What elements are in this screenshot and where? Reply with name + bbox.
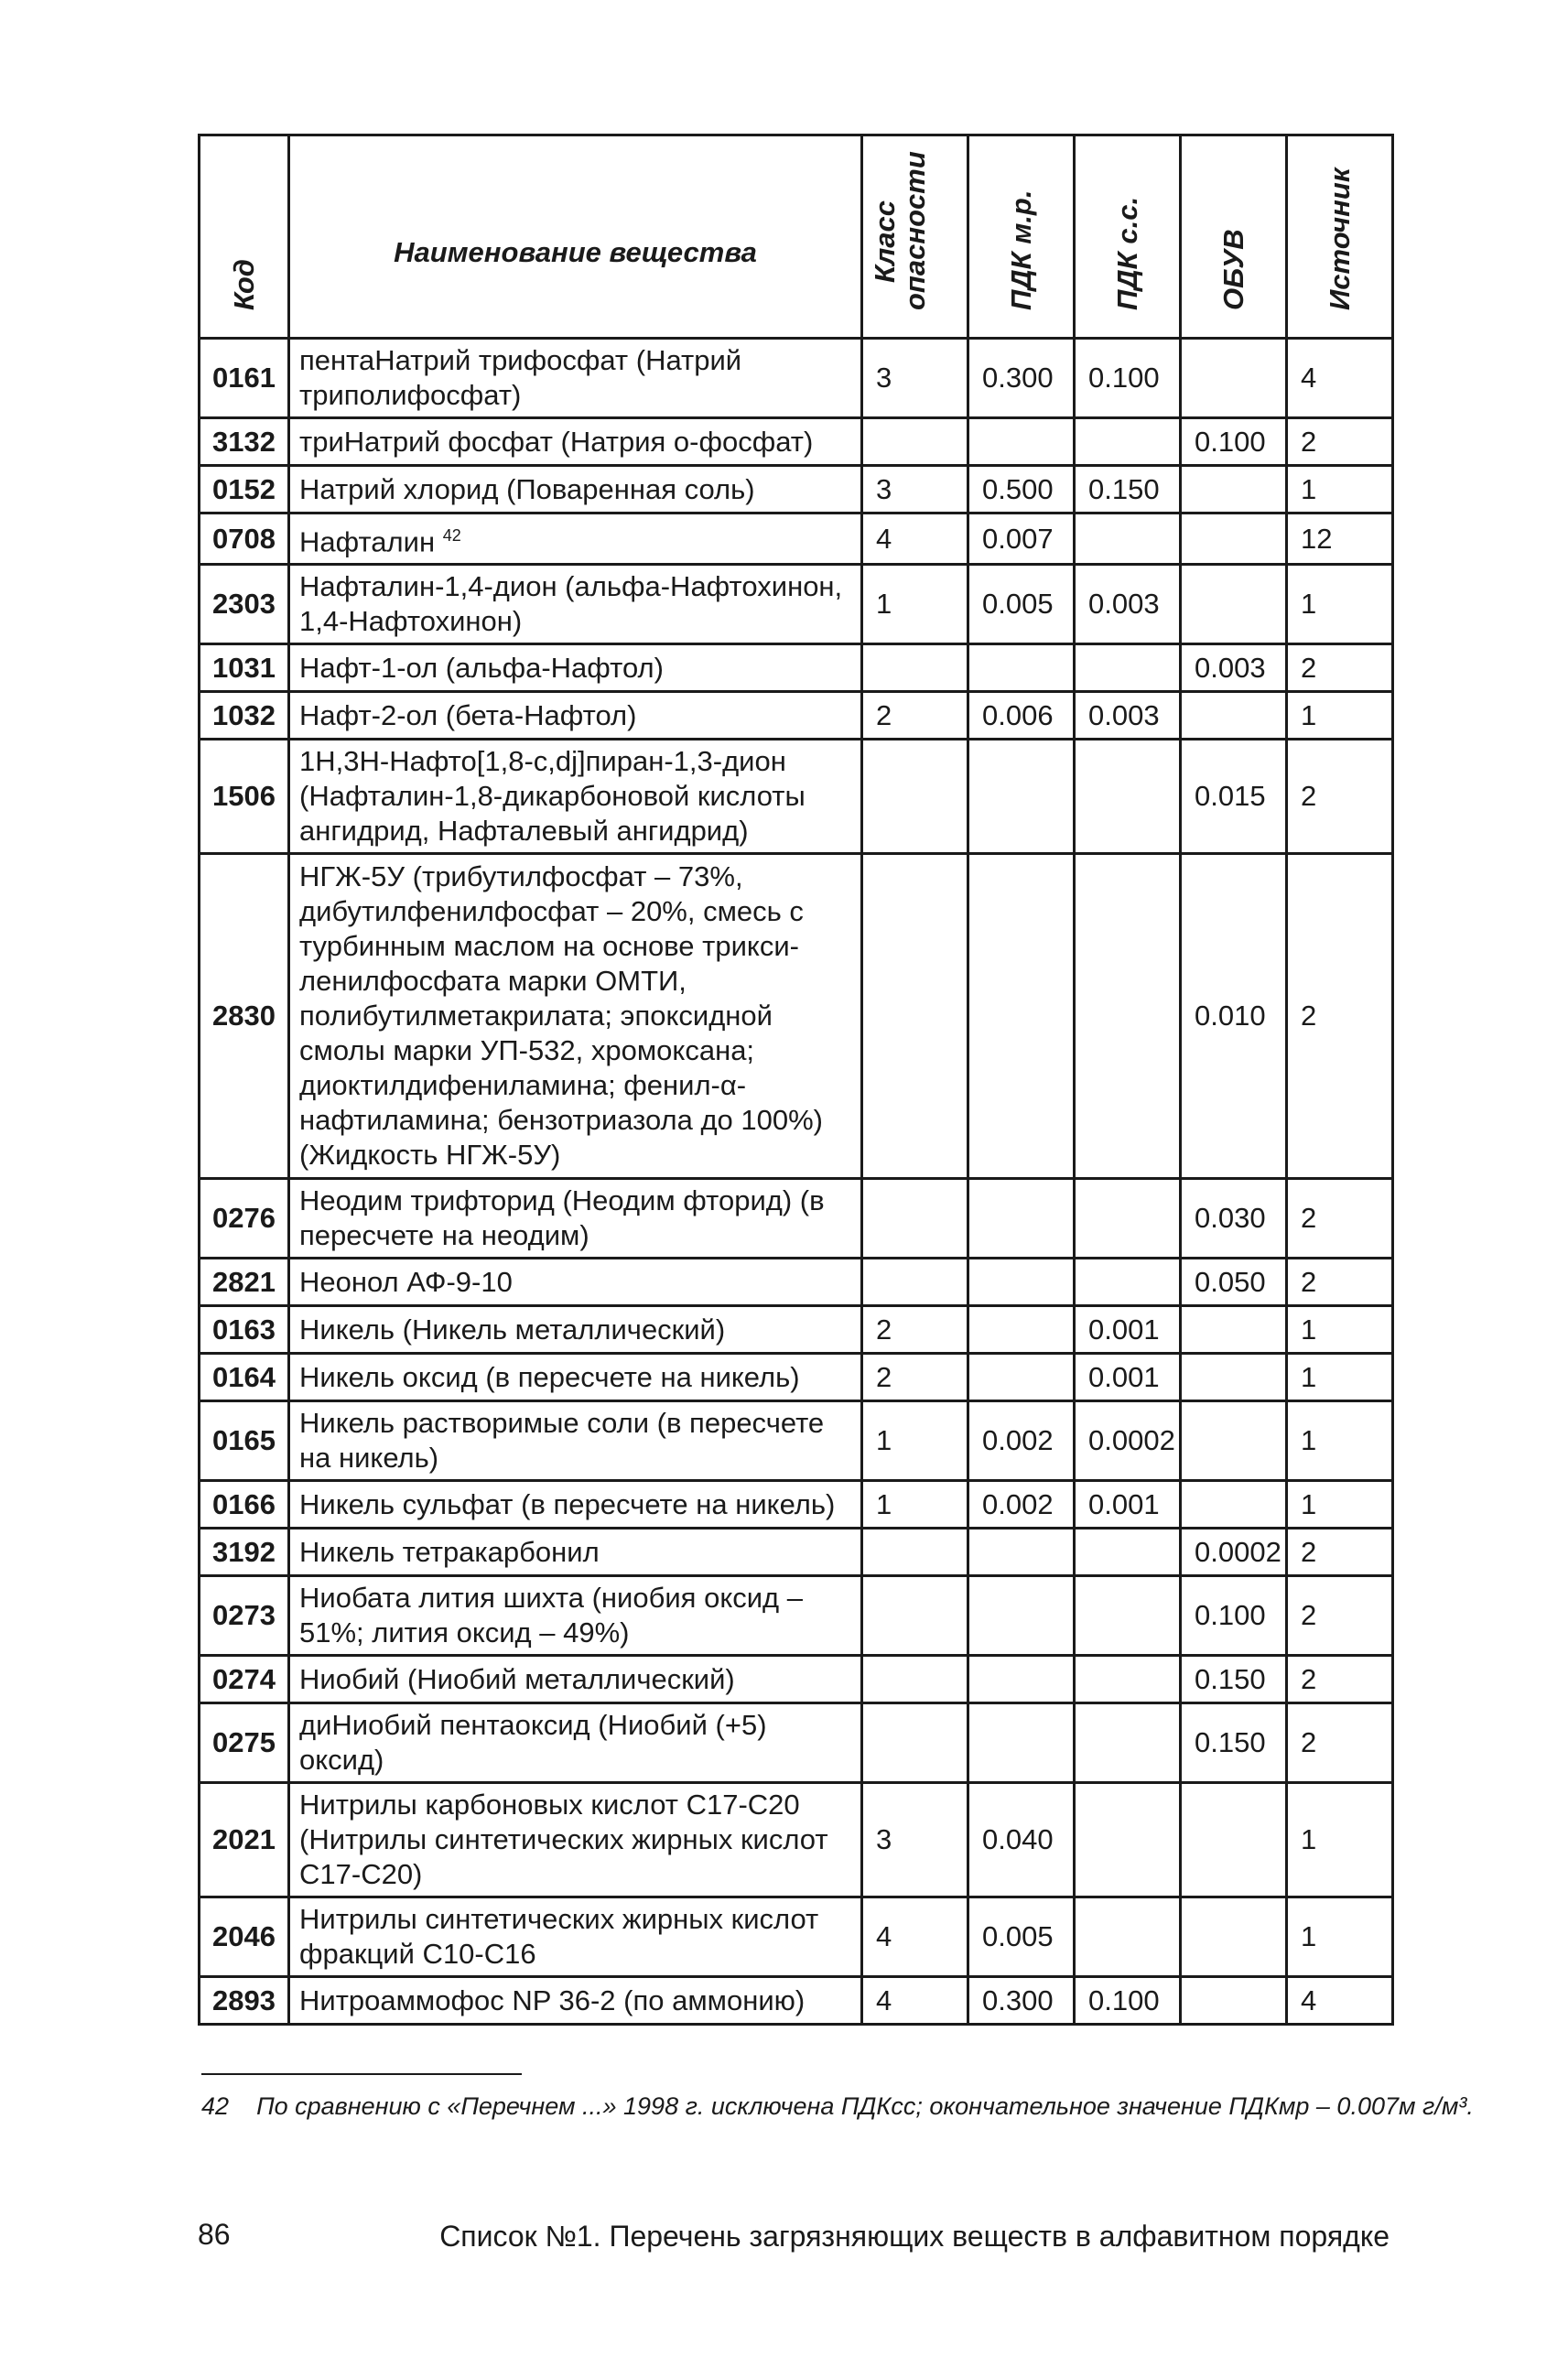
footnote-number: 42 [201, 2092, 230, 2120]
cell-code: 0152 [200, 466, 289, 513]
cell-code: 2046 [200, 1897, 289, 1977]
table-row [200, 692, 1393, 740]
cell-obuv [1181, 692, 1287, 740]
cell-code: 3132 [200, 418, 289, 466]
table-row [200, 513, 1393, 565]
cell-code: 2821 [200, 1259, 289, 1306]
table-row [200, 565, 1393, 644]
cell-obuv [1181, 339, 1287, 418]
cell-source: 4 [1287, 339, 1393, 418]
cell-code: 2830 [200, 854, 289, 1179]
cell-pdk-mr [968, 1656, 1075, 1703]
header-pdk-ss: ПДК с.с. [1075, 135, 1181, 339]
cell-name: Ниобата лития шихта (ниобия оксид – 51%; лития оксид – 49%) [289, 1576, 862, 1656]
cell-name: Неодим трифторид (Неодим фторид) (в пересчете на неодим) [289, 1179, 862, 1259]
cell-obuv: 0.030 [1181, 1179, 1287, 1259]
cell-pdk-ss [1075, 1179, 1181, 1259]
cell-hazard-class: 3 [862, 1783, 968, 1897]
cell-pdk-mr: 0.002 [968, 1481, 1075, 1529]
table-header-row [200, 135, 1393, 339]
cell-pdk-ss: 0.003 [1075, 692, 1181, 740]
cell-code: 0276 [200, 1179, 289, 1259]
cell-code: 0273 [200, 1576, 289, 1656]
cell-pdk-ss: 0.001 [1075, 1306, 1181, 1354]
cell-obuv [1181, 1481, 1287, 1529]
cell-source: 12 [1287, 513, 1393, 565]
cell-pdk-ss: 0.0002 [1075, 1401, 1181, 1481]
cell-pdk-mr [968, 644, 1075, 692]
cell-pdk-ss [1075, 513, 1181, 565]
cell-source: 1 [1287, 565, 1393, 644]
cell-pdk-mr: 0.040 [968, 1783, 1075, 1897]
cell-name: 1Н,3Н-Нафто[1,8-c,dj]пиран-1,3-дион (Нафталин-1,8-дикарбоновой кислоты ангидрид, Нафталевый ангидрид) [289, 740, 862, 854]
cell-code: 0163 [200, 1306, 289, 1354]
cell-obuv: 0.100 [1181, 418, 1287, 466]
cell-pdk-ss: 0.150 [1075, 466, 1181, 513]
table-row [200, 1703, 1393, 1783]
cell-pdk-ss [1075, 418, 1181, 466]
cell-pdk-mr [968, 1179, 1075, 1259]
cell-pdk-mr [968, 1354, 1075, 1401]
cell-pdk-ss [1075, 740, 1181, 854]
cell-hazard-class [862, 1576, 968, 1656]
page-number: 86 [198, 2218, 231, 2251]
cell-source: 2 [1287, 1576, 1393, 1656]
cell-code: 2021 [200, 1783, 289, 1897]
cell-pdk-mr [968, 854, 1075, 1179]
cell-name: Нитрилы карбоновых кислот C17-C20 (Нитрилы синтетических жирных кислот C17-C20) [289, 1783, 862, 1897]
cell-pdk-ss: 0.100 [1075, 1977, 1181, 2025]
cell-name: Нитрилы синтетических жирных кислот фракций C10-C16 [289, 1897, 862, 1977]
cell-hazard-class [862, 854, 968, 1179]
cell-obuv [1181, 565, 1287, 644]
header-obuv: ОБУВ [1181, 135, 1287, 339]
cell-source: 2 [1287, 644, 1393, 692]
cell-obuv: 0.150 [1181, 1656, 1287, 1703]
table-row [200, 1401, 1393, 1481]
table-row [200, 1529, 1393, 1576]
cell-code: 3192 [200, 1529, 289, 1576]
cell-name: Никель сульфат (в пересчете на никель) [289, 1481, 862, 1529]
cell-pdk-ss [1075, 1529, 1181, 1576]
cell-pdk-mr: 0.005 [968, 565, 1075, 644]
cell-pdk-mr [968, 1306, 1075, 1354]
cell-source: 2 [1287, 1529, 1393, 1576]
table-row [200, 854, 1393, 1179]
cell-obuv [1181, 466, 1287, 513]
cell-source: 1 [1287, 466, 1393, 513]
cell-pdk-ss [1075, 1576, 1181, 1656]
substances-table [198, 134, 1394, 2026]
cell-source: 2 [1287, 1179, 1393, 1259]
footnote-divider [201, 2073, 522, 2075]
cell-code: 1032 [200, 692, 289, 740]
cell-name: Никель (Никель металлический) [289, 1306, 862, 1354]
cell-source: 1 [1287, 1401, 1393, 1481]
cell-hazard-class: 4 [862, 1897, 968, 1977]
cell-pdk-ss: 0.003 [1075, 565, 1181, 644]
cell-obuv [1181, 1897, 1287, 1977]
cell-pdk-mr: 0.007 [968, 513, 1075, 565]
cell-name: Нитроаммофос NP 36-2 (по аммонию) [289, 1977, 862, 2025]
table-row [200, 1354, 1393, 1401]
cell-obuv [1181, 513, 1287, 565]
cell-obuv: 0.015 [1181, 740, 1287, 854]
cell-pdk-mr [968, 1576, 1075, 1656]
cell-obuv [1181, 1401, 1287, 1481]
cell-hazard-class: 2 [862, 1306, 968, 1354]
cell-pdk-mr [968, 740, 1075, 854]
table-row [200, 1179, 1393, 1259]
table-row [200, 418, 1393, 466]
cell-name: НГЖ-5У (трибутилфосфат – 73%, дибутилфенилфосфат – 20%, смесь с турбинным маслом на основе триксиленилфосфата марки ОМТИ, полибутилметакрилата; эпоксидной смолы марки УП-532, хромоксана; диоктилдифениламина; фенил-α-нафтиламина; бензотриазола до 100%) (Жидкость НГЖ-5У) [289, 854, 862, 1179]
cell-source: 4 [1287, 1977, 1393, 2025]
table-row [200, 466, 1393, 513]
cell-pdk-ss: 0.100 [1075, 339, 1181, 418]
cell-pdk-ss [1075, 854, 1181, 1179]
cell-source: 2 [1287, 1703, 1393, 1783]
cell-hazard-class: 1 [862, 1481, 968, 1529]
cell-code: 0275 [200, 1703, 289, 1783]
cell-obuv [1181, 1306, 1287, 1354]
cell-pdk-mr [968, 1529, 1075, 1576]
footnote [201, 2092, 1474, 2121]
cell-obuv: 0.003 [1181, 644, 1287, 692]
table-row [200, 1977, 1393, 2025]
cell-name: Нафт-2-ол (бета-Нафтол) [289, 692, 862, 740]
cell-hazard-class: 3 [862, 339, 968, 418]
cell-hazard-class [862, 418, 968, 466]
cell-pdk-mr: 0.300 [968, 339, 1075, 418]
cell-source: 1 [1287, 1354, 1393, 1401]
table-row [200, 740, 1393, 854]
cell-source: 2 [1287, 1259, 1393, 1306]
cell-source: 1 [1287, 1897, 1393, 1977]
footnote-ref: 42 [442, 526, 461, 545]
table-row [200, 1481, 1393, 1529]
cell-code: 0708 [200, 513, 289, 565]
cell-name: Никель растворимые соли (в пересчете на никель) [289, 1401, 862, 1481]
cell-name: пентаНатрий трифосфат (Натрий триполифосфат) [289, 339, 862, 418]
header-source: Источник [1287, 135, 1393, 339]
cell-hazard-class [862, 1259, 968, 1306]
cell-name: Нафт-1-ол (альфа-Нафтол) [289, 644, 862, 692]
cell-hazard-class [862, 1703, 968, 1783]
cell-source: 2 [1287, 1656, 1393, 1703]
cell-hazard-class [862, 740, 968, 854]
cell-code: 1506 [200, 740, 289, 854]
cell-name: Никель оксид (в пересчете на никель) [289, 1354, 862, 1401]
running-footer: Список №1. Перечень загрязняющих веществ в алфавитном порядке [439, 2220, 1390, 2253]
cell-hazard-class [862, 644, 968, 692]
cell-pdk-mr [968, 418, 1075, 466]
cell-source: 2 [1287, 740, 1393, 854]
cell-code: 0166 [200, 1481, 289, 1529]
cell-name: Никель тетракарбонил [289, 1529, 862, 1576]
cell-obuv [1181, 1977, 1287, 2025]
cell-source: 1 [1287, 1306, 1393, 1354]
cell-hazard-class [862, 1179, 968, 1259]
cell-pdk-mr: 0.002 [968, 1401, 1075, 1481]
cell-name: Ниобий (Ниобий металлический) [289, 1656, 862, 1703]
cell-hazard-class: 3 [862, 466, 968, 513]
cell-name: Натрий хлорид (Поваренная соль) [289, 466, 862, 513]
cell-code: 2303 [200, 565, 289, 644]
cell-pdk-ss [1075, 1703, 1181, 1783]
cell-code: 0274 [200, 1656, 289, 1703]
cell-hazard-class [862, 1529, 968, 1576]
cell-pdk-ss [1075, 1656, 1181, 1703]
table-row [200, 1306, 1393, 1354]
table-row [200, 644, 1393, 692]
header-code: Код [200, 135, 289, 339]
cell-pdk-mr: 0.005 [968, 1897, 1075, 1977]
cell-obuv: 0.0002 [1181, 1529, 1287, 1576]
cell-name: триНатрий фосфат (Натрия о-фосфат) [289, 418, 862, 466]
cell-name: диНиобий пентаоксид (Ниобий (+5) оксид) [289, 1703, 862, 1783]
cell-pdk-mr [968, 1703, 1075, 1783]
cell-pdk-ss [1075, 1783, 1181, 1897]
cell-source: 2 [1287, 854, 1393, 1179]
cell-code: 0164 [200, 1354, 289, 1401]
cell-source: 1 [1287, 1481, 1393, 1529]
cell-pdk-mr [968, 1259, 1075, 1306]
footnote-text: По сравнению с «Перечнем ...» 1998 г. исключена ПДКсс; окончательное значение ПДКмр – 0.007м г/м³. [256, 2092, 1474, 2120]
cell-source: 1 [1287, 692, 1393, 740]
cell-hazard-class: 4 [862, 513, 968, 565]
table-row [200, 1259, 1393, 1306]
cell-hazard-class [862, 1656, 968, 1703]
cell-obuv: 0.050 [1181, 1259, 1287, 1306]
cell-obuv [1181, 1783, 1287, 1897]
cell-code: 0161 [200, 339, 289, 418]
cell-hazard-class: 4 [862, 1977, 968, 2025]
cell-pdk-ss [1075, 1897, 1181, 1977]
cell-pdk-ss [1075, 644, 1181, 692]
cell-pdk-mr: 0.300 [968, 1977, 1075, 2025]
table-row [200, 1783, 1393, 1897]
cell-source: 1 [1287, 1783, 1393, 1897]
cell-code: 0165 [200, 1401, 289, 1481]
cell-source: 2 [1287, 418, 1393, 466]
cell-name: Неонол АФ-9-10 [289, 1259, 862, 1306]
cell-pdk-mr: 0.500 [968, 466, 1075, 513]
header-name: Наименование вещества [289, 135, 862, 339]
table-row [200, 339, 1393, 418]
substance-name: Нафталин [299, 525, 436, 558]
cell-code: 1031 [200, 644, 289, 692]
cell-pdk-ss [1075, 1259, 1181, 1306]
header-pdk-mr: ПДК м.р. [968, 135, 1075, 339]
table-row [200, 1656, 1393, 1703]
cell-hazard-class: 2 [862, 1354, 968, 1401]
header-hazard-class: Класс опасности [862, 135, 968, 339]
cell-pdk-ss: 0.001 [1075, 1354, 1181, 1401]
cell-hazard-class: 1 [862, 1401, 968, 1481]
cell-obuv: 0.100 [1181, 1576, 1287, 1656]
cell-hazard-class: 1 [862, 565, 968, 644]
cell-pdk-ss: 0.001 [1075, 1481, 1181, 1529]
cell-name [289, 513, 862, 565]
cell-obuv: 0.010 [1181, 854, 1287, 1179]
table-row [200, 1576, 1393, 1656]
cell-hazard-class: 2 [862, 692, 968, 740]
cell-name: Нафталин-1,4-дион (альфа-Нафтохинон, 1,4-Нафтохинон) [289, 565, 862, 644]
cell-obuv [1181, 1354, 1287, 1401]
cell-code: 2893 [200, 1977, 289, 2025]
table-row [200, 1897, 1393, 1977]
cell-obuv: 0.150 [1181, 1703, 1287, 1783]
cell-pdk-mr: 0.006 [968, 692, 1075, 740]
